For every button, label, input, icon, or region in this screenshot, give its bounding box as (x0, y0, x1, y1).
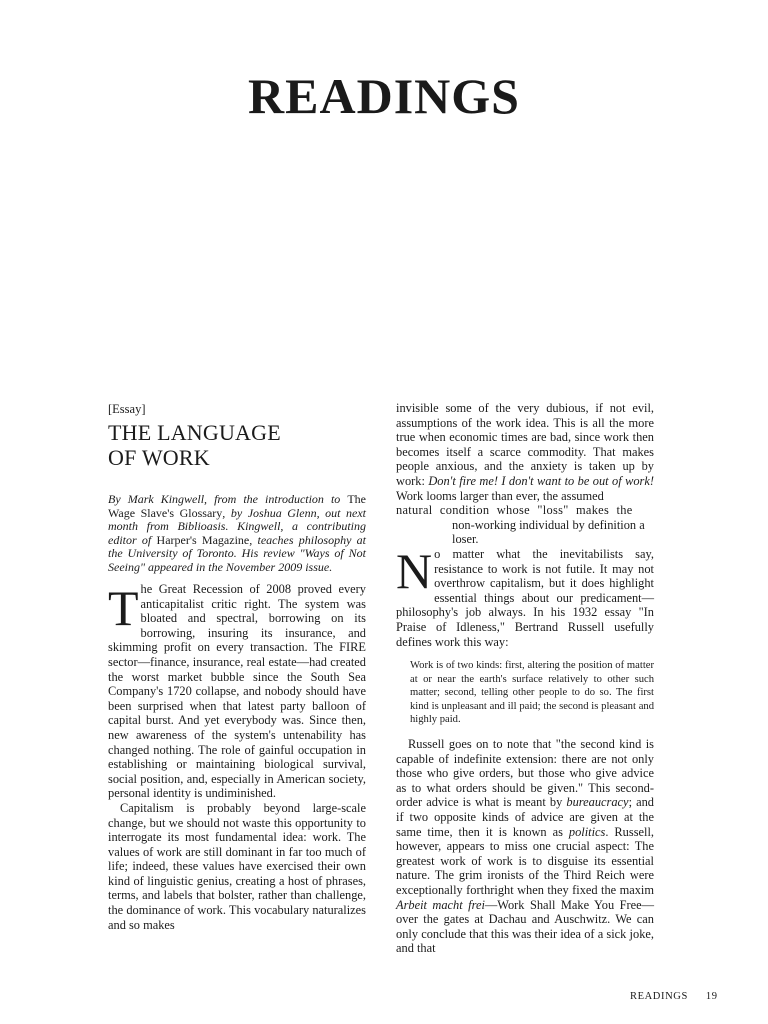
section-masthead: READINGS (248, 68, 520, 124)
paragraph-text: he Great Recession of 2008 proved every anticapitalist critic right. The system was bloated and spectral, borrowing on its borrowing, insuring its insurance, and skimming profit on every transaction. The FIRE sector—finance, insurance, real estate—had created the worst market bubble since the South Sea Company's 1720 collapse, and nobody should have been surprised when that latest party balloon of capital burst. And yet everybody was. Since then, new awareness of the system's untenability has changed nothing. The role of gainful occupation in establishing or maintaining biological survival, social position, and, especially in American society, personal identity is undiminished. (108, 582, 366, 801)
paragraph-text: Work looms larger than ever, the assumed (396, 488, 604, 503)
paragraph-line: natural condition whose "loss" makes the (396, 503, 633, 518)
left-column (108, 401, 366, 932)
right-column (396, 401, 654, 956)
byline-book-title: The Wage Slave's Glossary (108, 492, 366, 520)
paragraph (396, 737, 654, 956)
italic-text: politics (568, 824, 606, 839)
footer-section-label: READINGS (630, 991, 688, 1002)
article-title-line-2: OF WORK (108, 445, 210, 470)
drop-cap: T (108, 580, 139, 636)
section-kicker: [Essay] (108, 402, 146, 416)
paragraph (396, 401, 654, 503)
italic-text: Arbeit macht frei (396, 897, 485, 912)
paragraph-text: Russell goes on to note that "the second kind is capable of indefinite extension: there are not only those who give orders, but those who give advice as to what orders should be given." This second-order advice is what is meant by (396, 737, 654, 810)
paragraph (396, 542, 654, 649)
page-number: 19 (705, 991, 718, 1002)
byline-part: , teaches philosophy at the University of Toronto. His review "Ways of Not Seeing" appeared in the November 2009 issue. (108, 532, 367, 574)
essay-body-left (108, 582, 366, 932)
paragraph-text: o matter what the inevitabilists say, resistance to work is not futile. It may not overthrow capitalism, but it does highlight essential things about our predicament—philosophy's job always. In his 1932 essay "In Praise of Idleness," Bertrand Russell usefully defines work this way: (396, 546, 654, 649)
italic-text: bureaucracy (566, 795, 629, 810)
drop-cap: N (396, 542, 433, 599)
block-quote: Work is of two kinds: first, altering the position of matter at or near the earth's surface relatively to other such matter; second, telling other people to do so. The first kind is unpleasant and ill paid; the second is pleasant and highly paid. (410, 660, 654, 726)
paragraph-text: —Work Shall Make You Free—over the gates at Dachau and Auschwitz. We can only conclude that this was their idea of a sick joke, and that (396, 897, 654, 956)
byline-magazine: Harper's Magazine (156, 532, 250, 547)
article-title (108, 420, 366, 470)
paragraph-text: invisible some of the very dubious, if not evil, assumptions of the work idea. This is all the more true when economic times are bad, since work then becomes itself a scarce commodity. That makes people anxious, and the anxiety is taken up by work: (396, 401, 654, 488)
byline (108, 493, 366, 574)
byline-part: , by Joshua Glenn, out next month from Biblioasis. Kingwell, a contributing editor of (108, 505, 367, 547)
byline-part: By Mark Kingwell, from the introduction to (108, 492, 348, 506)
paragraph-line: non-working individual by definition a loser. (452, 517, 645, 547)
italic-text: Don't fire me! I don't want to be out of work! (428, 473, 654, 488)
paragraph: Capitalism is probably beyond large-scale change, but we should not waste this opportunity to interrogate its most fundamental idea: work. The values of work are still dominant in far too much of life; indeed, these values have exercised their own kind of linguistic genius, creating a host of phrases, terms, and labels that bolster, rather than challenge, the dominance of work. This vocabulary naturalizes and so makes (108, 800, 366, 932)
paragraph-text: ; and if two opposite kinds of advice are given at the same time, then it is known as (396, 795, 654, 839)
article-title-line-1: THE LANGUAGE (108, 420, 281, 445)
page-footer (630, 991, 718, 1002)
paragraph-text: . Russell, however, appears to miss one crucial aspect: The greatest work of work is to disguise its essential nature. The grim ironists of the Third Reich were exceptionally forthright when they fixed the maxim (396, 824, 655, 897)
paragraph (108, 582, 366, 801)
